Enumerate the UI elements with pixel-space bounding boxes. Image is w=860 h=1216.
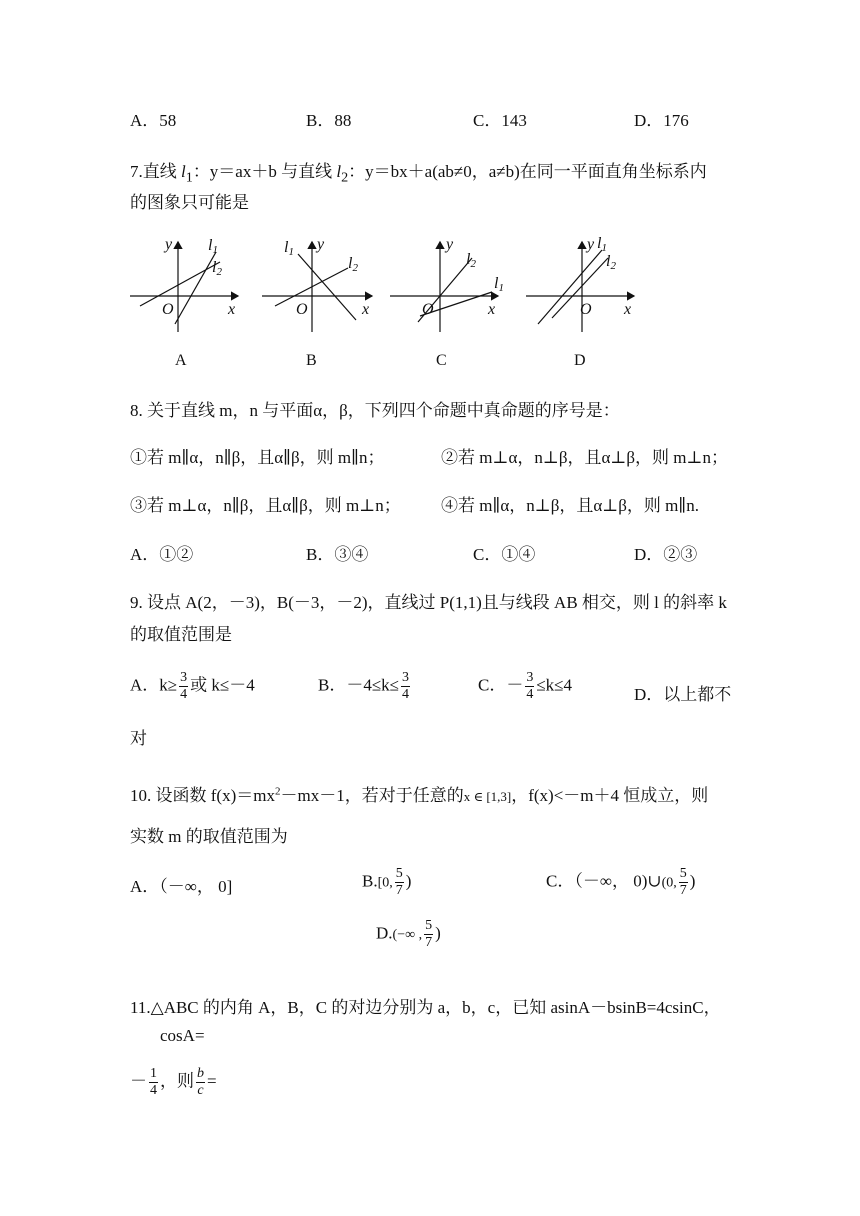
q9-option-a: A．k≥ $\frac{3}{4}$ 或 k≤－4 bbox=[130, 670, 255, 702]
q10-option-c: C．（－∞， 0)∪(0, $\frac{5}{7}$ ) bbox=[546, 866, 696, 898]
q10-stem-line2: 实数 m 的取值范围为 bbox=[130, 827, 288, 846]
q10-option-d: D.(−∞ , $\frac{5}{7}$ ) bbox=[376, 918, 441, 950]
graph-d-x: x bbox=[624, 301, 632, 318]
graph-b-y: y bbox=[317, 236, 325, 253]
q7-graphs bbox=[120, 232, 650, 372]
q11-stem-line1: 11.△ABC 的内角 A，B，C 的对边分别为 a，b，c，已知 asinA－bsinB=4csinC， bbox=[130, 998, 721, 1017]
q10-option-a: A．（－∞， 0] bbox=[130, 877, 233, 896]
q9-stem-line1: 9. 设点 A(2，－3)，B(－3，－2)，直线过 P(1,1)且与线段 AB 相交，则 l 的斜率 k bbox=[130, 593, 727, 612]
q8-prop-4: ④若 m∥α，n⊥β，且α⊥β，则 m∥n. bbox=[441, 496, 699, 515]
graph-d-label: D bbox=[574, 352, 586, 369]
q7-stem-line2: 的图象只可能是 bbox=[130, 193, 249, 212]
graph-c-y: y bbox=[446, 236, 454, 253]
q10-stem-line1: 10. 设函数 $f(x)=mx^2-mx-1$，若对于任意的x ∈ [1,3]，f(x)<－m＋4 恒成立，则 bbox=[130, 785, 709, 805]
q10-option-b: B.[0, $\frac{5}{7}$ ) bbox=[362, 866, 412, 898]
q9-stem-line2: 的取值范围是 bbox=[130, 625, 232, 644]
graph-b-l1: l1 bbox=[284, 239, 294, 258]
graph-a-x: x bbox=[228, 301, 236, 318]
graph-b bbox=[262, 242, 372, 332]
graph-b-l2: l2 bbox=[348, 255, 358, 274]
q8-prop-3: ③若 m⊥α，n∥β，且α∥β，则 m⊥n； bbox=[130, 496, 401, 515]
q7-stem-line1: 7.直线 $l_1$：y＝ax＋b 与直线 $l_2$：y＝bx＋a(ab≠0，a≠b)在同一平面直角坐标系内 bbox=[130, 162, 707, 186]
graph-d-origin: O bbox=[580, 301, 592, 318]
q8-prop-1: ①若 m∥α，n∥β，且α∥β，则 m∥n； bbox=[130, 448, 385, 467]
graph-c bbox=[390, 242, 498, 332]
q8-stem: 8. 关于直线 m，n 与平面α，β，下列四个命题中真命题的序号是： bbox=[130, 401, 620, 420]
q9-option-d-cont: 对 bbox=[130, 729, 147, 748]
q11-stem-line2: cosA= bbox=[160, 1026, 205, 1045]
graph-c-l2: l2 bbox=[466, 251, 476, 270]
graph-c-label: C bbox=[436, 352, 447, 369]
q8-option-d: D．②③ bbox=[634, 545, 698, 564]
q11-stem-line3: － $\frac{1}{4}$ ，则 $\frac{b}{c}$ = bbox=[130, 1066, 217, 1098]
graph-d-l1: l1 bbox=[597, 235, 607, 254]
graph-d-y: y bbox=[587, 236, 595, 253]
graph-b-label: B bbox=[306, 352, 317, 369]
graph-c-origin: O bbox=[422, 301, 434, 318]
q6-option-a: A．58 bbox=[130, 111, 177, 130]
graph-a-y: y bbox=[165, 236, 173, 253]
q8-prop-2: ②若 m⊥α，n⊥β，且α⊥β，则 m⊥n； bbox=[441, 448, 729, 467]
q8-option-c: C．①④ bbox=[473, 545, 536, 564]
q6-option-b: B．88 bbox=[306, 111, 352, 130]
graph-c-l1: l1 bbox=[494, 275, 504, 294]
q9-option-d: D．以上都不 bbox=[634, 685, 732, 704]
graph-b-x: x bbox=[362, 301, 370, 318]
graph-a bbox=[130, 242, 238, 332]
graph-b-origin: O bbox=[296, 301, 308, 318]
graph-a-label: A bbox=[175, 352, 187, 369]
graph-d-l2: l2 bbox=[606, 253, 616, 272]
q8-option-b: B．③④ bbox=[306, 545, 369, 564]
q8-option-a: A．①② bbox=[130, 545, 194, 564]
q6-option-d: D．176 bbox=[634, 111, 689, 130]
graph-a-origin: O bbox=[162, 301, 174, 318]
graph-a-l2: l2 bbox=[212, 259, 222, 278]
q9-option-b: B．－4≤k≤ $\frac{3}{4}$ bbox=[318, 670, 409, 702]
graph-d bbox=[526, 242, 634, 332]
graph-c-x: x bbox=[488, 301, 496, 318]
q9-option-c: C．－ $\frac{3}{4}$ ≤k≤4 bbox=[478, 670, 573, 702]
graph-a-l1: l1 bbox=[208, 237, 218, 256]
q6-option-c: C．143 bbox=[473, 111, 527, 130]
